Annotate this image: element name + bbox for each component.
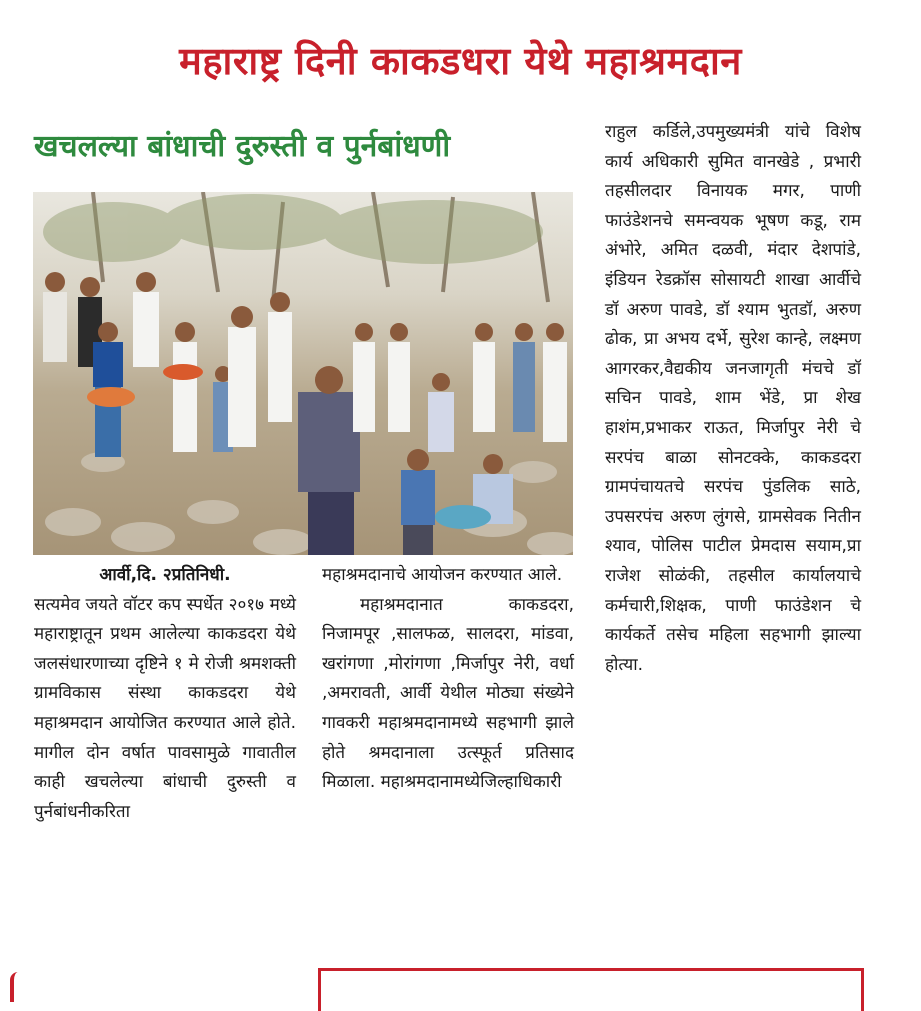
column-2-paragraph-2: महाश्रमदानात काकडदरा, निजामपूर ,सालफळ, सालदरा, मांडवा, खरांगणा ,मोरांगणा ,मिर्जापुर नेरी, वर्धा ,अमरावती, आर्वी येथील मोठ्या संख्येने गावकरी महाश्रमदानामध्ये सहभागी झाले होते श्रमदानाला उत्स्फूर्त प्रतिसाद मिळाला. महाश्रमदानामध्येजिल्हाधिकारी (322, 594, 574, 793)
edge-mark (10, 972, 30, 1002)
column-1-text: सत्यमेव जयते वॉटर कप स्पर्धेत २०१७ मध्ये महाराष्ट्रातून प्रथम आलेल्या काकडदरा येथे जलसंधारणाच्या दृष्टिने १ मे रोजी श्रमशक्ती ग्रामविकास संस्था काकडदरा येथे महाश्रमदान आयोजित करण्यात आले होते. मागील दोन वर्षात पावसामुळे गावातील काही खचलेल्या बांधाची दुरुस्ती व पुर्नबांधनीकरिता (34, 594, 296, 822)
news-photo (33, 192, 573, 555)
subheadline: खचलल्या बांधाची दुरुस्ती व पुर्नबांधणी (34, 129, 451, 164)
dateline: आर्वी,दि. २प्रतिनिधी. (99, 565, 231, 585)
photo-icon (33, 192, 573, 555)
column-3-text: राहुल कर्डिले,उपमुख्यमंत्री यांचे विशेष कार्य अधिकारी सुमित वानखेडे , प्रभारी तहसीलदार विनायक मगर, पाणी फाउंडेशनचे समन्वयक भूषण कडू, राम अंभोरे, अमित दळवी, मंदार देशपांडे, इंडियन रेडक्रॉस सोसायटी शाखा आर्वीचे डॉ अरुण पावडे, डॉ श्याम भुतडॉ, अरुण ढोक, प्रा अभय दर्भे, सुरेश कान्हे, लक्ष्मण आगरकर,वैद्यकीय जनजागृती मंचचे डॉ सचिन पावडे, शाम भेंडे, प्रा शेख हाशंम,प्रभाकर राऊत, मिर्जापुर नेरी चे सरपंच बाळा सोनटक्के, काकडदरा ग्रामपंचायतचे सरपंच पुंडलिक साठे, उपसरपंच अरुण लुंगसे, ग्रामसेवक नितीन श्याव, पोलिस पाटील प्रेमदास सयाम,प्रा राजेश सोळंकी, तहसील कार्यालयाचे कर्मचारी,शिक्षक, पाणी फाउंडेशन चे कार्यकर्ते तसेच महिला सहभागी झाल्या होत्या. (605, 122, 861, 675)
headline: महाराष्ट्र दिनी काकडधरा येथे महाश्रमदान (179, 39, 742, 83)
column-2-text: महाश्रमदानाचे आयोजन करण्यात आले. (322, 565, 563, 585)
article-column-2 (322, 561, 574, 798)
article-column-3 (605, 118, 861, 680)
article-column-1 (34, 561, 296, 827)
